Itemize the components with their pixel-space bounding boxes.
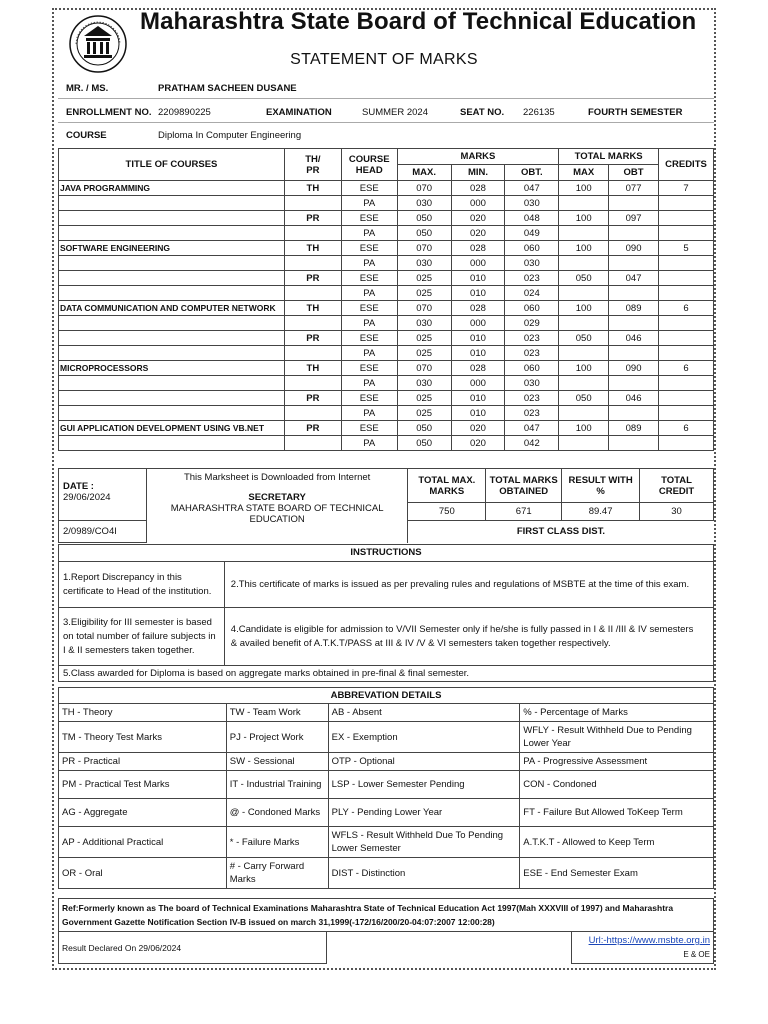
table-row [59, 271, 714, 286]
abbreviation-cell: PR - Practical [59, 753, 227, 771]
cell-tobt: 077 [609, 181, 659, 196]
student-name: PRATHAM SACHEEN DUSANE [158, 83, 297, 94]
exam-value: SUMMER 2024 [362, 107, 428, 118]
cell-credits [658, 286, 713, 301]
cell-head: PA [341, 256, 397, 271]
cell-max: 050 [397, 436, 451, 451]
table-row [59, 286, 714, 301]
cell-credits [658, 391, 713, 406]
cell-max: 030 [397, 376, 451, 391]
cell-tobt [609, 256, 659, 271]
secretary-title: SECRETARY [248, 492, 306, 503]
cell-tmax [559, 286, 609, 301]
cell-obt: 060 [505, 301, 559, 316]
result-declared: Result Declared On 29/06/2024 [59, 932, 327, 964]
total-credit-value: 30 [640, 503, 714, 521]
instruction-4: 4.Candidate is eligible for admission to V/VII Semester only if he/she is fully passed in I & II /III & IV semesters & availed benefit of A.T.K.T/PASS at III & IV /V & VI semesters taken together respectively. [224, 608, 713, 666]
seat-label: SEAT NO. [460, 107, 505, 118]
cell-tmax: 050 [559, 331, 609, 346]
header-total-max: MAX [559, 165, 609, 181]
cell-credits [658, 346, 713, 361]
course-title-cell: GUI APPLICATION DEVELOPMENT USING VB.NET [59, 421, 285, 436]
abbreviation-row [59, 753, 714, 771]
cell-min: 028 [451, 181, 505, 196]
cell-thpr: TH [284, 181, 341, 196]
cell-max: 025 [397, 406, 451, 421]
cell-min: 028 [451, 301, 505, 316]
abbreviation-row [59, 704, 714, 722]
cell-min: 010 [451, 391, 505, 406]
course-title-cell [59, 436, 285, 451]
cell-max: 070 [397, 361, 451, 376]
cell-tmax: 100 [559, 301, 609, 316]
abbreviation-cell: TM - Theory Test Marks [59, 722, 227, 753]
downloaded-note: This Marksheet is Downloaded from Internet [183, 472, 371, 483]
cell-tmax [559, 406, 609, 421]
course-title-cell [59, 271, 285, 286]
cell-tobt: 089 [609, 301, 659, 316]
cell-max: 030 [397, 316, 451, 331]
cell-tmax [559, 196, 609, 211]
exam-label: EXAMINATION [266, 107, 332, 118]
cell-obt: 023 [505, 406, 559, 421]
percent-value: 89.47 [562, 503, 640, 521]
cell-tobt [609, 226, 659, 241]
cell-obt: 047 [505, 421, 559, 436]
cell-tobt: 046 [609, 391, 659, 406]
header-credits: CREDITS [658, 149, 713, 181]
cell-head: ESE [341, 241, 397, 256]
course-title-cell [59, 331, 285, 346]
cell-credits [658, 196, 713, 211]
cell-max: 025 [397, 286, 451, 301]
cell-thpr [284, 406, 341, 421]
table-row [59, 376, 714, 391]
table-row [59, 301, 714, 316]
abbreviation-cell: * - Failure Marks [226, 827, 328, 858]
date-value: 29/06/2024 [63, 492, 111, 503]
cell-obt: 023 [505, 331, 559, 346]
cell-max: 025 [397, 271, 451, 286]
footer-table [58, 898, 714, 964]
course-title-cell: MICROPROCESSORS [59, 361, 285, 376]
table-row [59, 391, 714, 406]
enrollment-label: ENROLLMENT NO. [66, 107, 152, 118]
table-row [59, 421, 714, 436]
cell-tmax [559, 316, 609, 331]
cell-tmax [559, 346, 609, 361]
cell-credits: 5 [658, 241, 713, 256]
table-row [59, 226, 714, 241]
cell-thpr: PR [284, 421, 341, 436]
table-row [59, 256, 714, 271]
cell-head: ESE [341, 301, 397, 316]
cell-min: 010 [451, 271, 505, 286]
total-max-value: 750 [408, 503, 486, 521]
abbreviation-cell: CON - Condoned [520, 771, 714, 799]
cell-head: ESE [341, 361, 397, 376]
abbreviation-row [59, 858, 714, 889]
cell-max: 030 [397, 256, 451, 271]
cell-head: ESE [341, 271, 397, 286]
cell-obt: 030 [505, 376, 559, 391]
abbreviation-cell: A.T.K.T - Allowed to Keep Term [520, 827, 714, 858]
abbreviations-table [58, 687, 714, 889]
abbreviation-cell: IT - Industrial Training [226, 771, 328, 799]
course-title-cell [59, 316, 285, 331]
cell-thpr [284, 286, 341, 301]
instruction-1: 1.Report Discrepancy in this certificate to Head of the institution. [59, 562, 225, 608]
cell-tmax [559, 376, 609, 391]
cell-thpr: PR [284, 211, 341, 226]
cell-credits: 6 [658, 301, 713, 316]
course-title-cell [59, 256, 285, 271]
table-row [59, 361, 714, 376]
abbreviation-row [59, 799, 714, 827]
abbreviation-cell: OR - Oral [59, 858, 227, 889]
header-marks: MARKS [397, 149, 559, 165]
table-row [59, 346, 714, 361]
cell-thpr [284, 436, 341, 451]
header-total-marks: TOTAL MARKS [559, 149, 659, 165]
cell-tmax [559, 226, 609, 241]
document-title: STATEMENT OF MARKS [290, 51, 478, 68]
cell-obt: 023 [505, 271, 559, 286]
abbreviation-cell: TH - Theory [59, 704, 227, 722]
cell-tmax: 050 [559, 271, 609, 286]
total-max-header: TOTAL MAX. MARKS [408, 469, 486, 503]
table-row [59, 196, 714, 211]
divider [58, 122, 714, 123]
cell-max: 030 [397, 196, 451, 211]
eoe-note: E & OE [683, 950, 710, 959]
cell-min: 020 [451, 226, 505, 241]
abbreviation-cell: @ - Condoned Marks [226, 799, 328, 827]
cell-min: 000 [451, 376, 505, 391]
total-obt-header: TOTAL MARKS OBTAINED [486, 469, 562, 503]
date-label: DATE : [63, 481, 94, 492]
course-title-cell: DATA COMMUNICATION AND COMPUTER NETWORK [59, 301, 285, 316]
class-awarded: FIRST CLASS DIST. [408, 521, 714, 543]
result-header: RESULT WITH % [562, 469, 640, 503]
cell-obt: 030 [505, 196, 559, 211]
cell-head: PA [341, 196, 397, 211]
abbreviation-row [59, 722, 714, 753]
course-title-cell [59, 346, 285, 361]
cell-min: 010 [451, 286, 505, 301]
summary-table [58, 468, 714, 543]
cell-tobt [609, 346, 659, 361]
table-row [59, 241, 714, 256]
code-value: 2/0989/CO4I [59, 521, 147, 543]
cell-thpr [284, 226, 341, 241]
course-title-cell [59, 211, 285, 226]
abbreviation-cell: AB - Absent [328, 704, 520, 722]
cell-tmax: 100 [559, 241, 609, 256]
abbreviation-cell: DIST - Distinction [328, 858, 520, 889]
cell-min: 000 [451, 196, 505, 211]
cell-credits [658, 271, 713, 286]
cell-thpr: PR [284, 271, 341, 286]
abbreviation-cell: LSP - Lower Semester Pending [328, 771, 520, 799]
abbreviation-cell: WFLS - Result Withheld Due To Pending Lower Semester [328, 827, 520, 858]
course-value: Diploma In Computer Engineering [158, 130, 302, 141]
cell-obt: 060 [505, 361, 559, 376]
cell-min: 010 [451, 346, 505, 361]
table-row [59, 436, 714, 451]
cell-tobt: 090 [609, 241, 659, 256]
table-row [59, 406, 714, 421]
cell-obt: 042 [505, 436, 559, 451]
secretary-org-1: MAHARASHTRA STATE BOARD OF TECHNICAL [170, 503, 384, 514]
reference-note: Ref:Formerly known as The board of Technical Examinations Maharashtra State of Technical Education Act 1997(Mah XXXVIII of 1997) and Maharashtra Government Gazette Notification Section IV-B issued on march 31,1999(-172/16/200/20-04:07:2007 12:00:28) [59, 899, 714, 932]
msbte-url-link[interactable]: Url:-https://www.msbte.org.in [588, 935, 710, 946]
cell-tmax: 100 [559, 421, 609, 436]
cell-max: 050 [397, 211, 451, 226]
header-title-of-courses: TITLE OF COURSES [59, 149, 285, 181]
cell-tobt: 047 [609, 271, 659, 286]
abbreviation-cell: AP - Additional Practical [59, 827, 227, 858]
header-total-obt: OBT [609, 165, 659, 181]
credit-header: TOTAL CREDIT [640, 469, 714, 503]
abbreviation-row [59, 827, 714, 858]
cell-thpr [284, 196, 341, 211]
cell-tmax: 050 [559, 391, 609, 406]
cell-credits [658, 211, 713, 226]
cell-min: 000 [451, 316, 505, 331]
cell-obt: 029 [505, 316, 559, 331]
course-title-cell [59, 391, 285, 406]
cell-credits [658, 256, 713, 271]
cell-max: 050 [397, 226, 451, 241]
cell-head: PA [341, 376, 397, 391]
abbreviation-cell: FT - Failure But Allowed ToKeep Term [520, 799, 714, 827]
cell-tobt: 090 [609, 361, 659, 376]
abbreviation-cell: TW - Team Work [226, 704, 328, 722]
cell-head: ESE [341, 391, 397, 406]
cell-head: PA [341, 226, 397, 241]
cell-tmax [559, 436, 609, 451]
abbreviation-cell: # - Carry Forward Marks [226, 858, 328, 889]
cell-credits [658, 376, 713, 391]
cell-credits [658, 331, 713, 346]
cell-thpr [284, 256, 341, 271]
cell-tmax: 100 [559, 361, 609, 376]
abbreviation-cell: % - Percentage of Marks [520, 704, 714, 722]
instruction-3: 3.Eligibility for III semester is based on total number of failure subjects in I & II semesters taken together. [59, 608, 225, 666]
cell-tobt [609, 316, 659, 331]
cell-min: 020 [451, 436, 505, 451]
cell-thpr [284, 376, 341, 391]
table-row [59, 181, 714, 196]
secretary-org-2: EDUCATION [249, 514, 305, 525]
cell-tobt [609, 196, 659, 211]
cell-thpr: TH [284, 361, 341, 376]
abbreviation-cell: AG - Aggregate [59, 799, 227, 827]
cell-tmax: 100 [559, 211, 609, 226]
cell-tmax [559, 256, 609, 271]
cell-obt: 049 [505, 226, 559, 241]
table-row [59, 316, 714, 331]
cell-min: 028 [451, 241, 505, 256]
cell-credits: 7 [658, 181, 713, 196]
course-title-cell [59, 196, 285, 211]
cell-tobt: 046 [609, 331, 659, 346]
cell-head: PA [341, 436, 397, 451]
course-title-cell [59, 226, 285, 241]
cell-credits [658, 226, 713, 241]
course-title-cell [59, 286, 285, 301]
cell-thpr: PR [284, 331, 341, 346]
header-obt: OBT. [505, 165, 559, 181]
cell-tobt [609, 436, 659, 451]
cell-min: 020 [451, 421, 505, 436]
divider [58, 98, 714, 99]
instructions-title: INSTRUCTIONS [59, 545, 714, 562]
table-row [59, 331, 714, 346]
cell-tobt: 097 [609, 211, 659, 226]
course-label: COURSE [66, 130, 107, 141]
board-title: Maharashtra State Board of Technical Education [140, 8, 697, 35]
cell-obt: 023 [505, 346, 559, 361]
abbreviation-cell: OTP - Optional [328, 753, 520, 771]
instruction-2: 2.This certificate of marks is issued as per prevaling rules and regulations of MSBTE at the time of this exam. [224, 562, 713, 608]
cell-credits: 6 [658, 421, 713, 436]
cell-max: 070 [397, 181, 451, 196]
cell-min: 000 [451, 256, 505, 271]
cell-credits [658, 316, 713, 331]
cell-head: ESE [341, 331, 397, 346]
cell-obt: 030 [505, 256, 559, 271]
cell-head: ESE [341, 421, 397, 436]
cell-credits [658, 436, 713, 451]
cell-thpr: TH [284, 301, 341, 316]
abbreviation-cell: ESE - End Semester Exam [520, 858, 714, 889]
name-label: MR. / MS. [66, 83, 109, 94]
cell-tobt: 089 [609, 421, 659, 436]
cell-obt: 023 [505, 391, 559, 406]
cell-thpr: PR [284, 391, 341, 406]
abbreviation-cell: PA - Progressive Assessment [520, 753, 714, 771]
date-cell [59, 469, 147, 521]
cell-max: 070 [397, 301, 451, 316]
footer-blank [326, 932, 572, 964]
abbreviation-cell: WFLY - Result Withheld Due to Pending Lower Year [520, 722, 714, 753]
cell-max: 025 [397, 346, 451, 361]
course-title-cell: JAVA PROGRAMMING [59, 181, 285, 196]
cell-head: PA [341, 406, 397, 421]
header-course-head: COURSE HEAD [341, 149, 397, 181]
footer-right [572, 932, 714, 964]
cell-credits [658, 406, 713, 421]
header-min: MIN. [451, 165, 505, 181]
cell-min: 010 [451, 331, 505, 346]
cell-min: 028 [451, 361, 505, 376]
abbreviation-cell: PJ - Project Work [226, 722, 328, 753]
cell-head: ESE [341, 211, 397, 226]
instruction-5: 5.Class awarded for Diploma is based on aggregate marks obtained in pre-final & final semester. [59, 666, 714, 682]
cell-obt: 060 [505, 241, 559, 256]
cell-tobt [609, 286, 659, 301]
cell-max: 050 [397, 421, 451, 436]
cell-credits: 6 [658, 361, 713, 376]
course-title-cell [59, 406, 285, 421]
course-title-cell [59, 376, 285, 391]
table-row [59, 211, 714, 226]
cell-head: PA [341, 316, 397, 331]
cell-obt: 024 [505, 286, 559, 301]
secretary-cell [146, 469, 407, 543]
course-title-cell: SOFTWARE ENGINEERING [59, 241, 285, 256]
abbreviation-cell: PLY - Pending Lower Year [328, 799, 520, 827]
abbreviation-cell: PM - Practical Test Marks [59, 771, 227, 799]
cell-head: PA [341, 286, 397, 301]
cell-tobt [609, 376, 659, 391]
semester-value: FOURTH SEMESTER [588, 107, 683, 118]
cell-max: 025 [397, 391, 451, 406]
abbreviation-cell: EX - Exemption [328, 722, 520, 753]
header-max: MAX. [397, 165, 451, 181]
cell-max: 070 [397, 241, 451, 256]
cell-obt: 047 [505, 181, 559, 196]
cell-head: PA [341, 346, 397, 361]
cell-tobt [609, 406, 659, 421]
enrollment-value: 2209890225 [158, 107, 211, 118]
cell-thpr: TH [284, 241, 341, 256]
cell-min: 020 [451, 211, 505, 226]
cell-head: ESE [341, 181, 397, 196]
cell-thpr [284, 316, 341, 331]
cell-min: 010 [451, 406, 505, 421]
instructions-table [58, 544, 714, 682]
abbreviation-row [59, 771, 714, 799]
seat-value: 226135 [523, 107, 555, 118]
header-thpr: TH/ PR [284, 149, 341, 181]
cell-max: 025 [397, 331, 451, 346]
abbreviation-cell: SW - Sessional [226, 753, 328, 771]
cell-tmax: 100 [559, 181, 609, 196]
marks-table [58, 148, 714, 451]
abbreviations-title: ABBREVATION DETAILS [59, 688, 714, 704]
total-obt-value: 671 [486, 503, 562, 521]
cell-thpr [284, 346, 341, 361]
cell-obt: 048 [505, 211, 559, 226]
